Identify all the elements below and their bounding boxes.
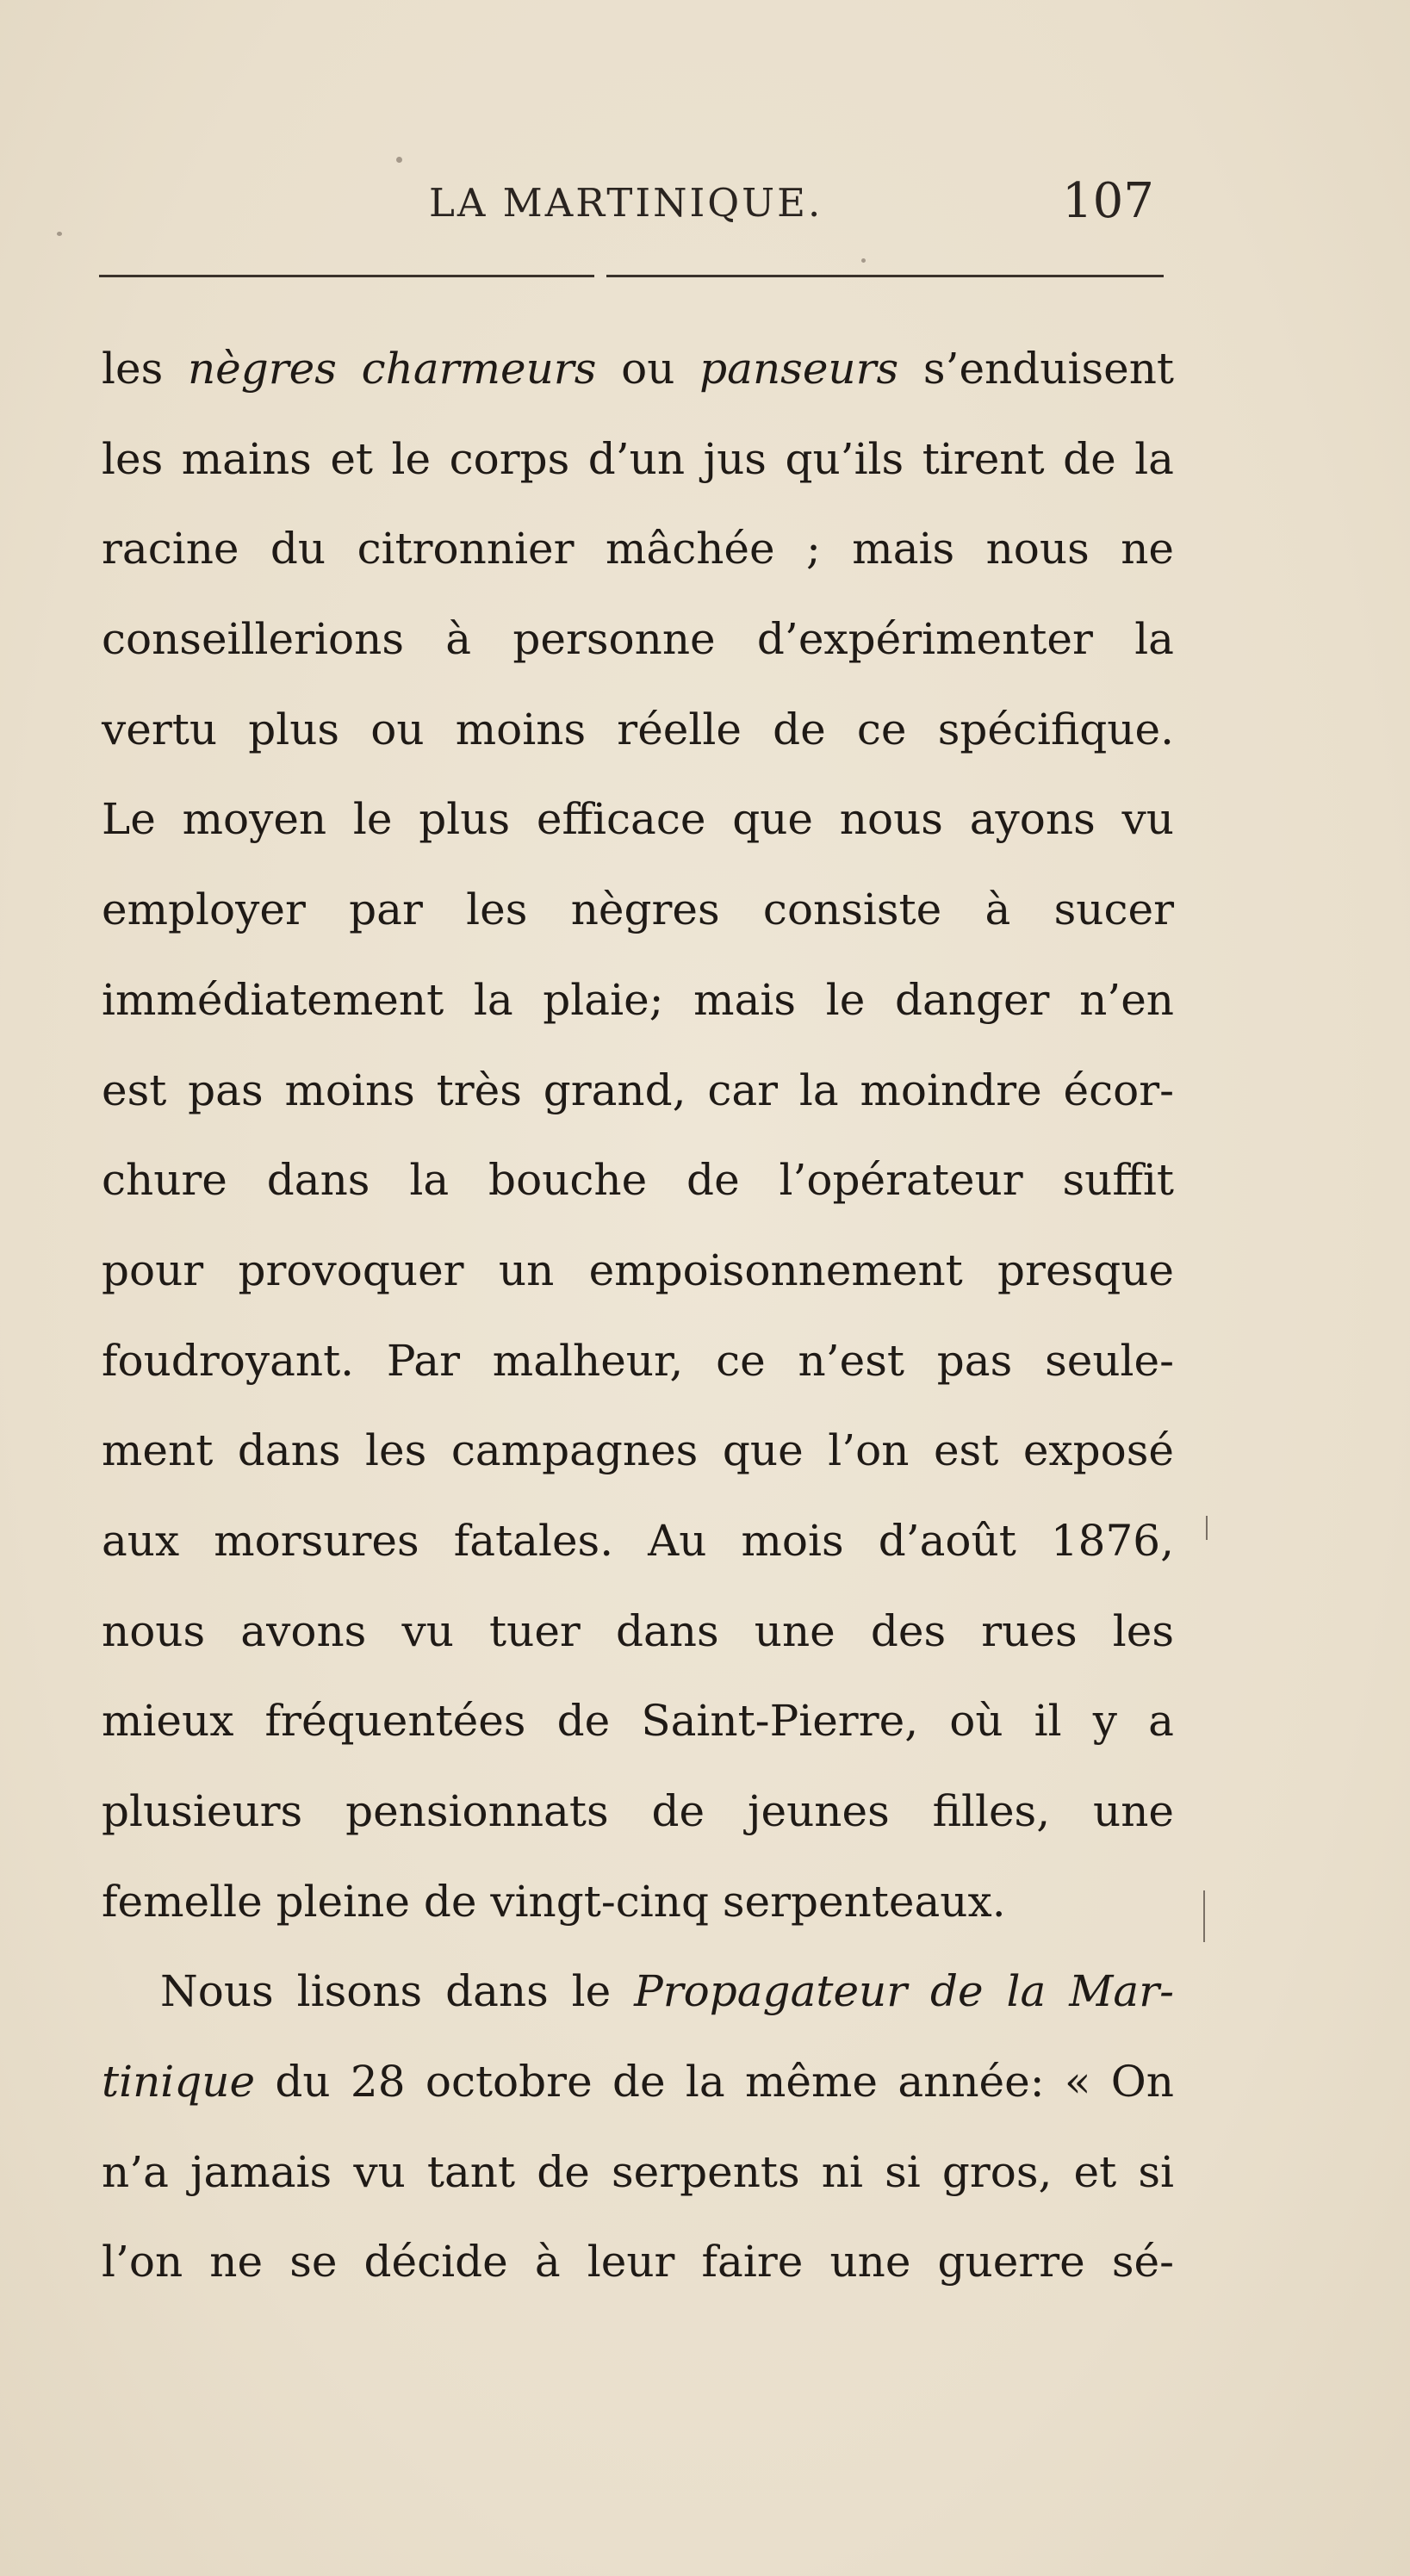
text-line: [102, 1226, 1174, 1316]
running-head: [0, 173, 1410, 229]
text-line: [102, 865, 1174, 955]
text-line: [102, 594, 1174, 685]
text-run: l’on ne se décide à leur faire une guerre sé-: [102, 2237, 1174, 2287]
text-line: [102, 774, 1174, 865]
text-line: [102, 414, 1174, 505]
text-run: femelle pleine de vingt-cinq serpenteaux.: [102, 1876, 1006, 1927]
text-line: [102, 2127, 1174, 2218]
text-run: conseillerions à personne d’expérimenter la: [102, 614, 1174, 665]
text-run: plusieurs pensionnats de jeunes filles, une: [102, 1786, 1174, 1836]
text-run: vertu plus ou moins réelle de ce spécifique.: [102, 704, 1174, 754]
text-run: employer par les nègres consiste à sucer: [102, 885, 1174, 935]
italic-text: Propagateur de la Mar-: [634, 1966, 1174, 2017]
paper-speck: [57, 232, 62, 236]
text-line: [102, 1316, 1174, 1406]
body-text: [102, 324, 1174, 2307]
text-run: nous avons vu tuer dans une des rues les: [102, 1605, 1174, 1656]
text-run: Nous lisons dans le: [160, 1966, 635, 2017]
text-run: aux morsures fatales. Au mois d’août 1876,: [102, 1515, 1174, 1566]
text-run: ment dans les campagnes que l’on est exposé: [102, 1425, 1174, 1476]
header-rule-gap: [594, 272, 606, 280]
italic-text: panseurs: [699, 344, 899, 394]
text-line: [102, 685, 1174, 775]
italic-text: nègres charmeurs: [187, 344, 597, 394]
text-run: foudroyant. Par malheur, ce n’est pas seule-: [102, 1335, 1174, 1386]
text-line: [102, 1766, 1174, 1857]
text-line: [102, 1046, 1174, 1136]
italic-text: tinique: [102, 2057, 256, 2107]
text-line: [102, 1135, 1174, 1226]
text-line: [102, 1676, 1174, 1766]
text-line: [102, 1946, 1174, 2037]
text-line: [102, 1857, 1174, 1947]
paper-speck: [861, 258, 866, 263]
text-run: les: [102, 344, 188, 394]
text-line: [102, 955, 1174, 1046]
text-line: [102, 2217, 1174, 2307]
text-line: [102, 504, 1174, 594]
text-run: Le moyen le plus efficace que nous ayons vu: [102, 794, 1174, 845]
text-run: immédiatement la plaie; mais le danger n’en: [102, 974, 1174, 1025]
text-line: [102, 324, 1174, 414]
header-rule: [99, 275, 1164, 277]
paper-speck: [396, 157, 402, 163]
text-line: [102, 1406, 1174, 1496]
page-number: 107: [1062, 173, 1154, 229]
text-run: mieux fréquentées de Saint-Pierre, où il y a: [102, 1696, 1174, 1747]
text-run: du 28 octobre de la même année: « On: [255, 2057, 1174, 2107]
text-run: ou: [596, 344, 700, 394]
text-run: pour provoquer un empoisonnement presque: [102, 1245, 1174, 1295]
text-run: s’enduisent: [898, 344, 1174, 394]
paper-mark: [1206, 1516, 1208, 1540]
text-run: les mains et le corps d’un jus qu’ils tirent de la: [102, 433, 1174, 484]
text-run: est pas moins très grand, car la moindre écor-: [102, 1065, 1174, 1115]
text-run: n’a jamais vu tant de serpents ni si gros, et si: [102, 2146, 1174, 2197]
text-line: [102, 1586, 1174, 1677]
text-run: racine du citronnier mâchée ; mais nous ne: [102, 524, 1174, 574]
text-line: [102, 1496, 1174, 1586]
text-run: chure dans la bouche de l’opérateur suffit: [102, 1155, 1174, 1206]
paper-mark: [1203, 1890, 1205, 1942]
running-title: LA MARTINIQUE.: [429, 180, 823, 226]
text-line: [102, 2037, 1174, 2127]
